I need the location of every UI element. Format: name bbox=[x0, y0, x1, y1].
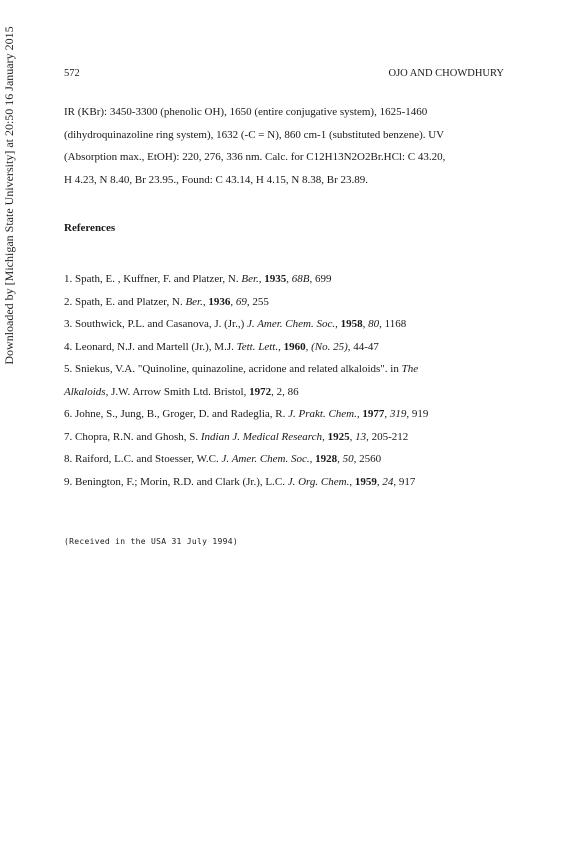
ref-sep: , bbox=[230, 295, 236, 308]
ref-volume: 319 bbox=[389, 408, 407, 420]
ref-authors: 6. Johne, S., Jung, B., Groger, D. and Radeglia, R. bbox=[64, 408, 289, 420]
ref-year: 1972 bbox=[249, 385, 272, 398]
ref-sep: , bbox=[356, 408, 363, 420]
ref-sep: , bbox=[286, 273, 292, 285]
ref-year: 1959 bbox=[354, 475, 377, 488]
received-note: (Received in the USA 31 July 1994) bbox=[64, 537, 238, 546]
body-line: H 4.23, N 8.40, Br 23.95., Found: C 43.14, H 4.15, N 8.38, Br 23.89. bbox=[64, 173, 369, 186]
ref-pages: , 699 bbox=[309, 273, 332, 285]
ref-volume: 13 bbox=[355, 430, 367, 443]
ref-volume: 24 bbox=[382, 475, 394, 488]
formula-part: N bbox=[343, 151, 352, 163]
ref-pages: , 2, 86 bbox=[271, 385, 299, 398]
ref-journal: Ber. bbox=[241, 273, 259, 285]
ref-sep: , bbox=[362, 318, 369, 330]
ref-sep: , bbox=[305, 340, 312, 353]
reference-item bbox=[64, 268, 509, 291]
ref-sep: , bbox=[337, 453, 343, 465]
ref-pages: , 255 bbox=[246, 295, 269, 308]
references-list bbox=[64, 268, 509, 493]
page-number: 572 bbox=[64, 68, 80, 79]
references-heading: References bbox=[64, 222, 116, 234]
body-text-fragment: (Absorption max., EtOH): 220, 276, 336 nm. Calc. for C bbox=[64, 151, 314, 163]
watermark-text: Downloaded by [Michigan State University] at 20:50 16 January 2015 bbox=[2, 26, 16, 365]
reference-item bbox=[64, 313, 509, 336]
ref-volume: (No. 25) bbox=[311, 340, 348, 353]
reference-item bbox=[64, 291, 509, 314]
ref-year: 1960 bbox=[283, 340, 306, 353]
ref-volume: 50 bbox=[342, 453, 354, 465]
reference-item bbox=[64, 336, 509, 359]
ref-journal: J. Amer. Chem. Soc. bbox=[221, 453, 310, 465]
ref-authors: 4. Leonard, N.J. and Martell (Jr.), M.J. bbox=[64, 340, 237, 353]
body-text-fragment: Br.HCl: C 43.20, bbox=[370, 151, 446, 163]
ref-pages: , 2560 bbox=[353, 453, 382, 465]
ref-authors: 2. Spath, E. and Platzer, N. bbox=[64, 295, 186, 308]
ref-journal: J. Org. Chem. bbox=[287, 475, 350, 488]
ref-journal: Ber. bbox=[185, 295, 203, 308]
ref-year: 1928 bbox=[315, 453, 338, 465]
ref-authors: 9. Benington, F.; Morin, R.D. and Clark (Jr.), L.C. bbox=[64, 475, 288, 488]
body-line bbox=[64, 146, 504, 169]
ref-authors: 3. Southwick, P.L. and Casanova, J. (Jr.,) bbox=[64, 318, 248, 330]
reference-item-continuation bbox=[64, 381, 509, 404]
ref-authors: 7. Chopra, R.N. and Ghosh, S. bbox=[64, 430, 201, 443]
ref-journal: Alkaloids bbox=[64, 385, 106, 398]
ref-sep: , bbox=[335, 318, 341, 330]
ref-sep: , bbox=[349, 475, 355, 488]
ref-sep: , bbox=[202, 295, 209, 308]
body-line: (dihydroquinazoline ring system), 1632 (-C = N), 860 cm-1 (substituted benzene). UV bbox=[64, 128, 445, 141]
ref-authors: 8. Raiford, L.C. and Stoesser, W.C. bbox=[64, 453, 222, 465]
ref-journal: J. Amer. Chem. Soc. bbox=[247, 318, 336, 330]
reference-item bbox=[64, 358, 509, 381]
formula-part: 2 bbox=[364, 151, 371, 163]
ref-volume: 69 bbox=[235, 295, 247, 308]
running-header-authors: OJO AND CHOWDHURY bbox=[388, 68, 504, 79]
ref-sep: , bbox=[278, 340, 284, 353]
reference-item bbox=[64, 403, 509, 426]
ref-journal: The bbox=[401, 363, 419, 375]
ref-year: 1925 bbox=[327, 430, 350, 443]
formula-part: 13 bbox=[332, 151, 344, 163]
reference-item bbox=[64, 426, 509, 449]
ref-pages: , 917 bbox=[393, 475, 416, 488]
ref-sep: , bbox=[349, 430, 356, 443]
ref-pages: , 205-212 bbox=[366, 430, 409, 443]
download-watermark bbox=[0, 0, 18, 627]
ref-year: 1977 bbox=[362, 408, 385, 420]
ref-journal: Indian J. Medical Research bbox=[200, 430, 323, 443]
ref-sep: , bbox=[384, 408, 390, 420]
ref-journal: Tett. Lett. bbox=[236, 340, 279, 353]
formula-part: O bbox=[357, 151, 365, 163]
formula-part: H bbox=[324, 151, 333, 163]
ref-authors: 1. Spath, E. , Kuffner, F. and Platzer, N. bbox=[64, 273, 242, 285]
ref-pages: , 1168 bbox=[379, 318, 407, 330]
ref-sep: , bbox=[258, 273, 265, 285]
ref-year: 1935 bbox=[264, 273, 287, 285]
ref-pages: , 919 bbox=[406, 408, 429, 420]
experimental-text bbox=[64, 101, 504, 191]
formula-part: 12 bbox=[313, 151, 325, 163]
ref-year: 1958 bbox=[340, 318, 363, 330]
ref-sep: , bbox=[309, 453, 316, 465]
ref-sep: , bbox=[322, 430, 328, 443]
ref-volume: 80 bbox=[368, 318, 380, 330]
formula-part: 2 bbox=[351, 151, 358, 163]
reference-item bbox=[64, 471, 509, 494]
ref-volume: 68B bbox=[291, 273, 310, 285]
ref-year: 1936 bbox=[208, 295, 231, 308]
ref-publisher: , J.W. Arrow Smith Ltd. Bristol, bbox=[105, 385, 250, 398]
ref-journal: J. Prakt. Chem. bbox=[288, 408, 357, 420]
ref-pages: , 44-47 bbox=[347, 340, 379, 353]
reference-item bbox=[64, 448, 509, 471]
ref-authors: 5. Sniekus, V.A. "Quinoline, quinazoline, acridone and related alkaloids". in bbox=[64, 363, 402, 375]
body-line: IR (KBr): 3450-3300 (phenolic OH), 1650 (entire conjugative system), 1625-1460 bbox=[64, 106, 428, 118]
ref-sep: , bbox=[376, 475, 383, 488]
